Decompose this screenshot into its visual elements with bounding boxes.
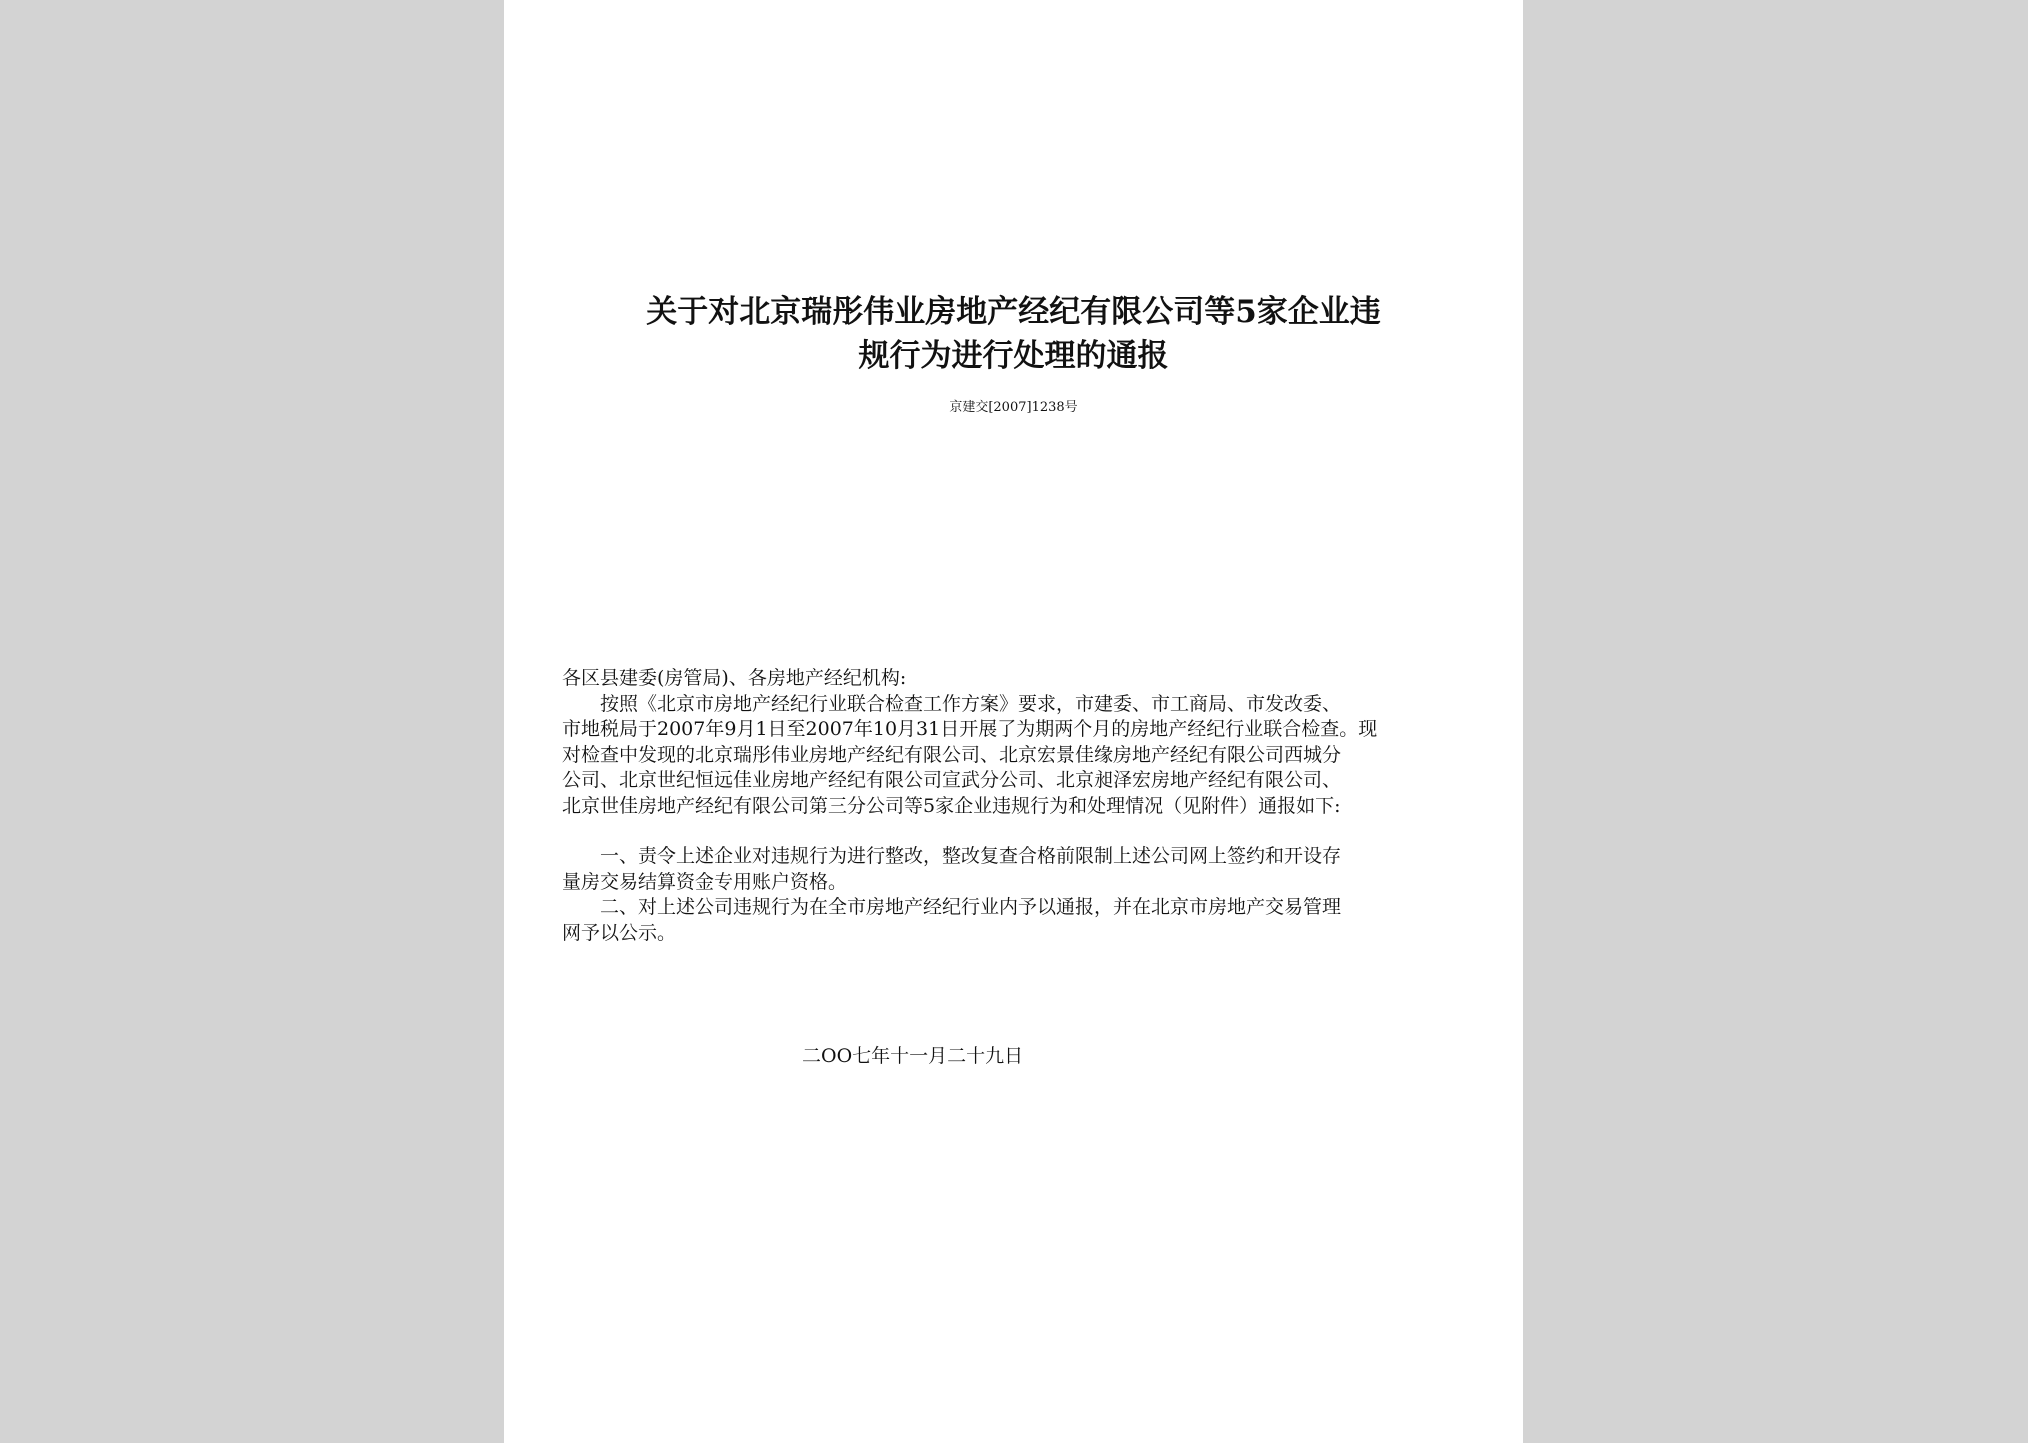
salutation: 各区县建委(房管局)、各房地产经纪机构: <box>562 667 907 689</box>
item-line: 一、责令上述企业对违规行为进行整改，整改复查合格前限制上述公司网上签约和开设存 <box>562 845 1342 867</box>
title-line-1: 关于对北京瑞彤伟业房地产经纪有限公司等5家企业违 <box>646 294 1381 330</box>
body-line: 公司、北京世纪恒远佳业房地产经纪有限公司宣武分公司、北京昶泽宏房地产经纪有限公司、 <box>562 769 1342 791</box>
document-body <box>562 666 1472 946</box>
document-page <box>504 0 1523 1443</box>
document-number: 京建交[2007]1238号 <box>949 400 1078 415</box>
title-line-2: 规行为进行处理的通报 <box>858 338 1169 374</box>
item-line: 量房交易结算资金专用账户资格。 <box>562 870 848 893</box>
item-line: 网予以公示。 <box>562 921 677 944</box>
item-line: 二、对上述公司违规行为在全市房地产经纪行业内予以通报，并在北京市房地产交易管理 <box>562 896 1342 918</box>
body-line: 北京世佳房地产经纪有限公司第三分公司等5家企业违规行为和处理情况（见附件）通报如下: <box>562 794 1341 817</box>
document-title <box>564 290 1463 378</box>
paragraph-gap <box>562 819 1472 844</box>
body-line: 按照《北京市房地产经纪行业联合检查工作方案》要求，市建委、市工商局、市发改委、 <box>562 692 1342 715</box>
body-line: 对检查中发现的北京瑞彤伟业房地产经纪有限公司、北京宏景佳缘房地产经纪有限公司西城分 <box>562 743 1342 766</box>
document-date: 二OO七年十一月二十九日 <box>802 1045 1024 1067</box>
body-line: 市地税局于2007年9月1日至2007年10月31日开展了为期两个月的房地产经纪行业联合检查。现 <box>562 718 1378 740</box>
